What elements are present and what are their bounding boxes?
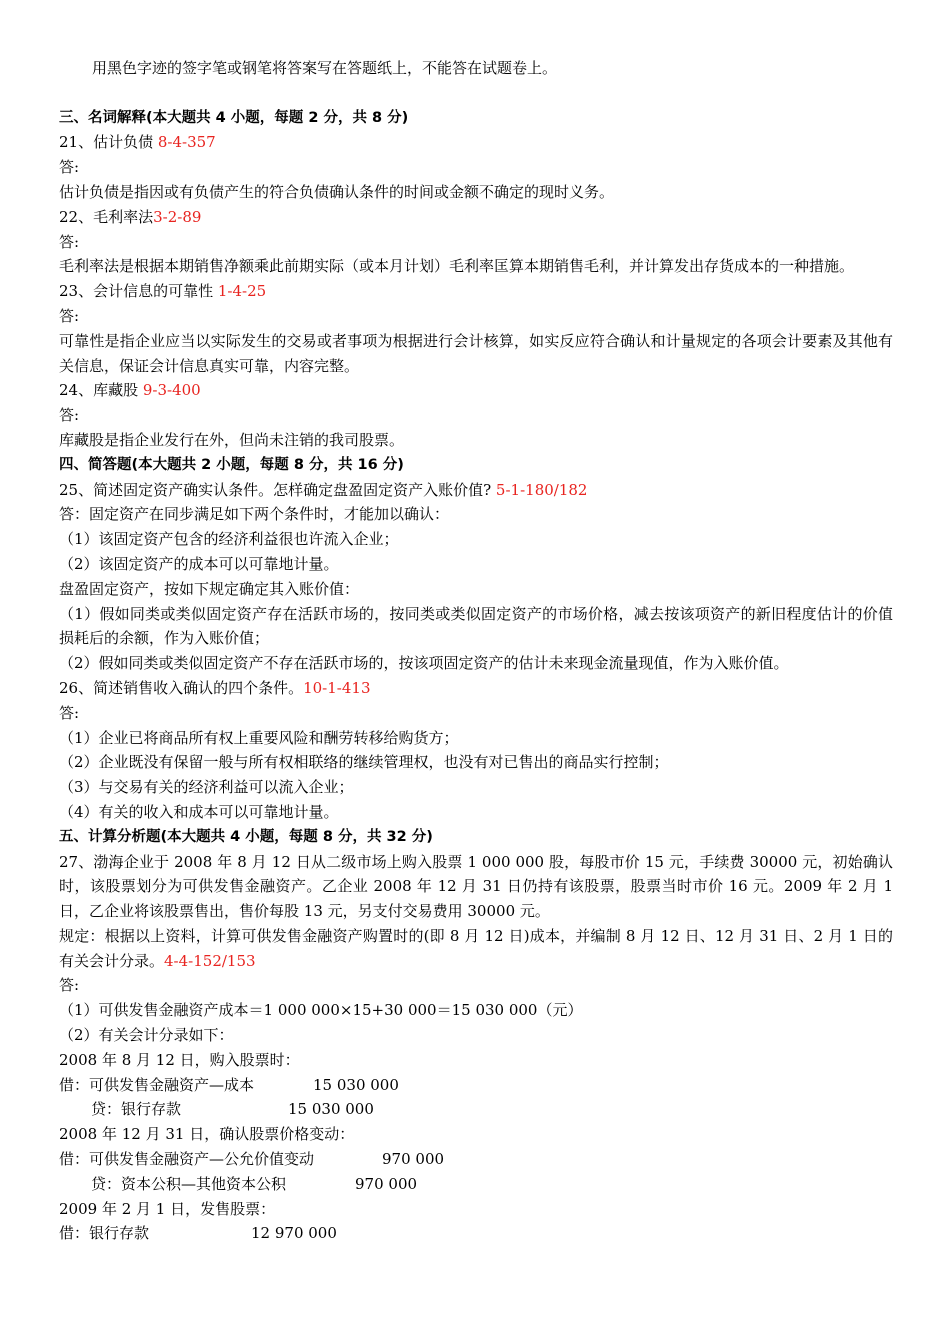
answer-label: 答:: [59, 232, 80, 251]
answer-22: 毛利率法是根据本期销售净额乘此前期实际（或本月计划）毛利率匡算本期销售毛利，并计算发出存货成本的一种措施。: [59, 257, 855, 276]
journal-entry-debit: 借：银行存款 12 970 000: [59, 1224, 337, 1243]
answer-line: （2）该固定资产的成本可以可靠地计量。: [59, 554, 339, 573]
question-27: 27、渤海企业于 2008 年 8 月 12 日从二级市场上购入股票 1 000 000 股，每股市价 15 元，手续费 30000 元，初始确认时，该股票划分为可供发售金融资产。乙企业 2008 年 12 月 31 日仍持有该股票，股票当时市价 16 元。2009 年 2 月 1 日，乙企业将该股票售出，售价每股 13 元，另支付交易费用 30000 元。: [59, 852, 893, 921]
document-page: [59, 56, 893, 1246]
amount: 970 000: [355, 1174, 418, 1193]
answer-line: （1）假如同类或类似固定资产存在活跃市场的，按同类或类似固定资产的市场价格，减去按该项资产的新旧程度估计的价值损耗后的余额，作为入账价值；: [59, 604, 893, 648]
answer-line: （1）该固定资产包含的经济利益很也许流入企业；: [59, 530, 399, 549]
page-ref: 5-1-180/182: [495, 480, 588, 499]
journal-entry-credit: 贷：资本公积—其他资本公积 970 000: [91, 1174, 418, 1193]
amount: 12 970 000: [251, 1224, 337, 1243]
amount: 970 000: [382, 1150, 445, 1169]
page-ref: 1-4-25: [217, 282, 267, 301]
answer-line: 盘盈固定资产，按如下规定确定其入账价值：: [59, 579, 360, 598]
section-3-title: 三、名词解释(本大题共 4 小题，每题 2 分，共 8 分): [59, 109, 409, 126]
entry-date: 2008 年 12 月 31 日，确认股票价格变动：: [59, 1125, 355, 1144]
question-26: 26、简述销售收入确认的四个条件。10-1-413: [59, 678, 371, 697]
answer-label: 答:: [59, 976, 80, 995]
calc-line: （1）可供发售金融资产成本＝1 000 000×15+30 000＝15 030 000（元）: [59, 1001, 583, 1020]
answer-24: 库藏股是指企业发行在外，但尚未注销的我司股票。: [59, 430, 405, 449]
journal-entry-debit: 借：可供发售金融资产—公允价值变动 970 000: [59, 1150, 445, 1169]
calc-line: （2）有关会计分录如下：: [59, 1026, 234, 1045]
journal-entry-credit: 贷：银行存款 15 030 000: [91, 1100, 374, 1119]
page-ref: 10-1-413: [303, 678, 371, 697]
section-5-title: 五、计算分析题(本大题共 4 小题，每题 8 分，共 32 分): [59, 828, 433, 845]
entry-date: 2008 年 8 月 12 日，购入股票时：: [59, 1050, 300, 1069]
answer-line: （1）企业已将商品所有权上重要风险和酬劳转移给购货方；: [59, 728, 459, 747]
journal-entry-debit: 借：可供发售金融资产—成本 15 030 000: [59, 1075, 399, 1094]
answer-line: （2）假如同类或类似固定资产不存在活跃市场的，按该项固定资产的估计未来现金流量现值，作为入账价值。: [59, 654, 789, 673]
entry-date: 2009 年 2 月 1 日，发售股票：: [59, 1199, 276, 1218]
answer-label: 答:: [59, 406, 80, 425]
amount: 15 030 000: [313, 1075, 399, 1094]
question-27-requirement: 规定：根据以上资料，计算可供发售金融资产购置时的(即 8 月 12 日)成本，并编制 8 月 12 日、12 月 31 日、2 月 1 日的有关会计分录。4-4-152/153: [59, 926, 893, 970]
answer-21: 估计负债是指因或有负债产生的符合负债确认条件的时间或金额不确定的现时义务。: [59, 182, 615, 201]
answer-line: （4）有关的收入和成本可以可靠地计量。: [59, 802, 339, 821]
question-24: 24、库藏股 9-3-400: [59, 381, 201, 400]
page-ref: 8-4-357: [157, 133, 216, 152]
question-22: 22、毛利率法3-2-89: [59, 207, 202, 226]
question-21: 21、估计负债 8-4-357: [59, 133, 216, 152]
intro-instruction: 用黑色字迹的签字笔或钢笔将答案写在答题纸上，不能答在试题卷上。: [92, 59, 558, 77]
answer-23: 可靠性是指企业应当以实际发生的交易或者事项为根据进行会计核算，如实反应符合确认和计量规定的各项会计要素及其他有关信息，保证会计信息真实可靠，内容完整。: [59, 331, 893, 375]
answer-line: 答:: [59, 703, 80, 722]
section-4-title: 四、简答题(本大题共 2 小题，每题 8 分，共 16 分): [59, 456, 404, 473]
question-23: 23、会计信息的可靠性 1-4-25: [59, 282, 267, 301]
answer-label: 答:: [59, 306, 80, 325]
page-ref: 9-3-400: [142, 381, 201, 400]
page-ref: 4-4-152/153: [164, 951, 256, 970]
page-ref: 3-2-89: [153, 207, 202, 226]
question-25: 25、简述固定资产确实认条件。怎样确定盘盈固定资产入账价值? 5-1-180/182: [59, 480, 588, 499]
answer-line: （3）与交易有关的经济利益可以流入企业；: [59, 778, 354, 797]
answer-label: 答:: [59, 158, 80, 177]
answer-line: （2）企业既没有保留一般与所有权相联络的继续管理权，也没有对已售出的商品实行控制；: [59, 753, 669, 772]
answer-line: 答：固定资产在同步满足如下两个条件时，才能加以确认：: [59, 505, 450, 524]
amount: 15 030 000: [288, 1100, 374, 1119]
